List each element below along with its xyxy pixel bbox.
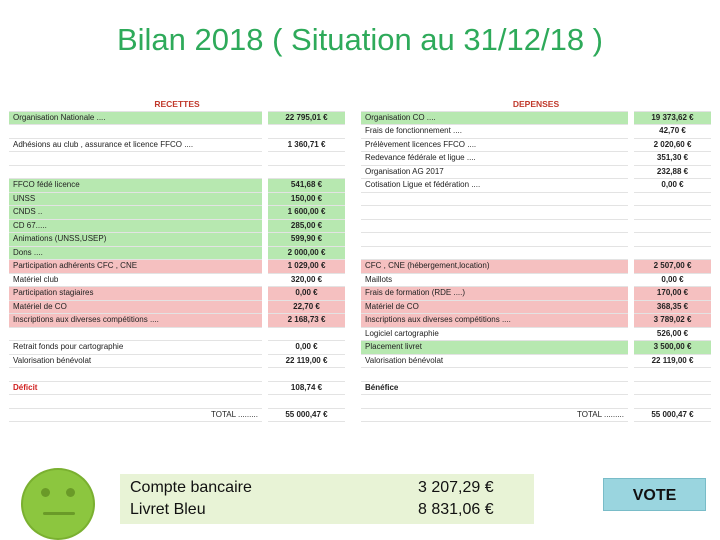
- livret-bleu-value: 8 831,06 €: [418, 501, 494, 518]
- recettes-row: [9, 314, 345, 328]
- recettes-header: RECETTES: [9, 98, 345, 111]
- depenses-row: [361, 233, 711, 247]
- depenses-row-label: Inscriptions aux diverses compétitions ....: [361, 314, 631, 328]
- depenses-header-row: [361, 98, 711, 111]
- smiley-face-icon: [21, 468, 95, 540]
- recettes-row-label: [9, 327, 265, 341]
- depenses-row-label: Placement livret: [361, 341, 631, 355]
- recettes-row: [9, 219, 345, 233]
- recettes-row-amount: 1 360,71 €: [265, 138, 345, 152]
- recettes-row-amount: [265, 152, 345, 166]
- depenses-row-amount: [631, 395, 711, 409]
- recettes-row-amount: [265, 327, 345, 341]
- recettes-row-label: [9, 368, 265, 382]
- depenses-row-label: Logiciel cartographie: [361, 327, 631, 341]
- recettes-row: [9, 246, 345, 260]
- depenses-row-label: Matériel de CO: [361, 300, 631, 314]
- recettes-row: [9, 138, 345, 152]
- recettes-row-amount: 55 000,47 €: [265, 408, 345, 422]
- recettes-row-label: FFCO fédé licence: [9, 179, 265, 193]
- recettes-row: [9, 354, 345, 368]
- recettes-row-label: Dons ....: [9, 246, 265, 260]
- recettes-row: [9, 341, 345, 355]
- smiley-right-eye: [66, 488, 75, 497]
- depenses-header: DEPENSES: [361, 98, 711, 111]
- depenses-row: [361, 179, 711, 193]
- recettes-row: [9, 287, 345, 301]
- recettes-row: [9, 206, 345, 220]
- recettes-row-amount: [265, 395, 345, 409]
- smiley-left-eye: [41, 488, 50, 497]
- recettes-row-amount: 0,00 €: [265, 341, 345, 355]
- recettes-row: [9, 381, 345, 395]
- depenses-row-label: [361, 395, 631, 409]
- depenses-row: [361, 354, 711, 368]
- recettes-row: [9, 165, 345, 179]
- depenses-row: [361, 327, 711, 341]
- recettes-row-amount: 599,90 €: [265, 233, 345, 247]
- depenses-row-amount: 2 020,60 €: [631, 138, 711, 152]
- recettes-row-amount: 1 600,00 €: [265, 206, 345, 220]
- depenses-row-label: Cotisation Ligue et fédération ....: [361, 179, 631, 193]
- bank-summary-box: [120, 474, 534, 524]
- recettes-row-amount: 150,00 €: [265, 192, 345, 206]
- depenses-row: [361, 300, 711, 314]
- recettes-row-amount: 22 795,01 €: [265, 111, 345, 125]
- depenses-row: [361, 138, 711, 152]
- depenses-row: [361, 260, 711, 274]
- depenses-row-amount: 351,30 €: [631, 152, 711, 166]
- depenses-row-label: [361, 206, 631, 220]
- depenses-row-label: Frais de formation (RDE ....): [361, 287, 631, 301]
- depenses-row-amount: 42,70 €: [631, 125, 711, 139]
- recettes-row-label: CNDS ..: [9, 206, 265, 220]
- recettes-header-row: [9, 98, 345, 111]
- recettes-row-label: Organisation Nationale ....: [9, 111, 265, 125]
- depenses-row: [361, 125, 711, 139]
- depenses-row-label: Organisation CO ....: [361, 111, 631, 125]
- recettes-row-label: [9, 152, 265, 166]
- recettes-row: [9, 368, 345, 382]
- recettes-row-label: Adhésions au club , assurance et licence FFCO ....: [9, 138, 265, 152]
- recettes-row-label: Matériel de CO: [9, 300, 265, 314]
- depenses-row-amount: [631, 219, 711, 233]
- bank-account-label: Compte bancaire: [130, 479, 252, 496]
- recettes-row-amount: [265, 165, 345, 179]
- depenses-row-amount: 3 500,00 €: [631, 341, 711, 355]
- depenses-row-amount: 0,00 €: [631, 179, 711, 193]
- depenses-row: [361, 381, 711, 395]
- recettes-row-label: [9, 125, 265, 139]
- recettes-row-label: UNSS: [9, 192, 265, 206]
- depenses-row-amount: [631, 192, 711, 206]
- recettes-row-label: TOTAL .........: [9, 408, 265, 422]
- recettes-row-amount: 22,70 €: [265, 300, 345, 314]
- recettes-row-amount: 1 029,00 €: [265, 260, 345, 274]
- depenses-row: [361, 192, 711, 206]
- depenses-row-amount: 55 000,47 €: [631, 408, 711, 422]
- recettes-row: [9, 125, 345, 139]
- recettes-row-amount: 541,68 €: [265, 179, 345, 193]
- depenses-row-label: Maillots: [361, 273, 631, 287]
- depenses-row-label: Redevance fédérale et ligue ....: [361, 152, 631, 166]
- recettes-row-label: [9, 395, 265, 409]
- depenses-row: [361, 165, 711, 179]
- page-title: Bilan 2018 ( Situation au 31/12/18 ): [116, 22, 603, 57]
- recettes-row-label: CD 67.....: [9, 219, 265, 233]
- bank-account-value: 3 207,29 €: [418, 479, 494, 496]
- recettes-row-label: Matériel club: [9, 273, 265, 287]
- recettes-row-label: [9, 165, 265, 179]
- depenses-row-amount: 170,00 €: [631, 287, 711, 301]
- recettes-row-label: Déficit: [9, 381, 265, 395]
- depenses-table: [361, 98, 711, 422]
- recettes-row: [9, 111, 345, 125]
- depenses-row-amount: [631, 246, 711, 260]
- depenses-row: [361, 408, 711, 422]
- depenses-row-label: Organisation AG 2017: [361, 165, 631, 179]
- depenses-row-label: [361, 192, 631, 206]
- depenses-row-amount: [631, 206, 711, 220]
- depenses-row: [361, 111, 711, 125]
- recettes-row-label: Valorisation bénévolat: [9, 354, 265, 368]
- table-separator: [348, 98, 360, 416]
- depenses-row-label: [361, 368, 631, 382]
- depenses-row: [361, 341, 711, 355]
- depenses-row-amount: [631, 233, 711, 247]
- recettes-row: [9, 192, 345, 206]
- recettes-row-label: Animations (UNSS,USEP): [9, 233, 265, 247]
- recettes-row: [9, 179, 345, 193]
- depenses-row-amount: 368,35 €: [631, 300, 711, 314]
- recettes-row-amount: 320,00 €: [265, 273, 345, 287]
- depenses-row-amount: 22 119,00 €: [631, 354, 711, 368]
- recettes-row-label: Retrait fonds pour cartographie: [9, 341, 265, 355]
- depenses-row-amount: [631, 368, 711, 382]
- depenses-row: [361, 152, 711, 166]
- depenses-row: [361, 246, 711, 260]
- recettes-table: [9, 98, 345, 422]
- depenses-row-label: [361, 233, 631, 247]
- depenses-row-amount: [631, 381, 711, 395]
- recettes-row-amount: [265, 368, 345, 382]
- depenses-row-amount: 2 507,00 €: [631, 260, 711, 274]
- recettes-row-label: Inscriptions aux diverses compétitions ....: [9, 314, 265, 328]
- recettes-body: [9, 98, 345, 422]
- depenses-row: [361, 206, 711, 220]
- recettes-row: [9, 152, 345, 166]
- recettes-row-label: Participation stagiaires: [9, 287, 265, 301]
- depenses-row-label: [361, 219, 631, 233]
- recettes-row-label: Participation adhérents CFC , CNE: [9, 260, 265, 274]
- recettes-row: [9, 327, 345, 341]
- recettes-row: [9, 273, 345, 287]
- recettes-row: [9, 300, 345, 314]
- recettes-row-amount: 2 168,73 €: [265, 314, 345, 328]
- depenses-row-label: Prélèvement licences FFCO ....: [361, 138, 631, 152]
- recettes-row-amount: 108,74 €: [265, 381, 345, 395]
- depenses-row-amount: 232,88 €: [631, 165, 711, 179]
- recettes-row-amount: [265, 125, 345, 139]
- recettes-row: [9, 233, 345, 247]
- depenses-body: [361, 98, 711, 422]
- recettes-row-amount: 2 000,00 €: [265, 246, 345, 260]
- depenses-row: [361, 273, 711, 287]
- depenses-row: [361, 395, 711, 409]
- depenses-row-label: [361, 246, 631, 260]
- recettes-row: [9, 260, 345, 274]
- vote-button[interactable]: VOTE: [603, 478, 706, 511]
- livret-bleu-label: Livret Bleu: [130, 501, 206, 518]
- depenses-row-amount: 3 789,02 €: [631, 314, 711, 328]
- depenses-row-label: TOTAL .........: [361, 408, 631, 422]
- depenses-row-amount: 0,00 €: [631, 273, 711, 287]
- depenses-row-label: Frais de fonctionnement ....: [361, 125, 631, 139]
- depenses-row-amount: 19 373,62 €: [631, 111, 711, 125]
- recettes-row: [9, 395, 345, 409]
- depenses-row: [361, 314, 711, 328]
- depenses-row-label: Bénéfice: [361, 381, 631, 395]
- recettes-row: [9, 408, 345, 422]
- smiley-mouth: [43, 512, 75, 515]
- recettes-row-amount: 285,00 €: [265, 219, 345, 233]
- depenses-row-label: Valorisation bénévolat: [361, 354, 631, 368]
- depenses-row-amount: 526,00 €: [631, 327, 711, 341]
- depenses-row: [361, 219, 711, 233]
- recettes-row-amount: 22 119,00 €: [265, 354, 345, 368]
- depenses-row: [361, 368, 711, 382]
- recettes-row-amount: 0,00 €: [265, 287, 345, 301]
- depenses-row-label: CFC , CNE (hébergement,location): [361, 260, 631, 274]
- depenses-row: [361, 287, 711, 301]
